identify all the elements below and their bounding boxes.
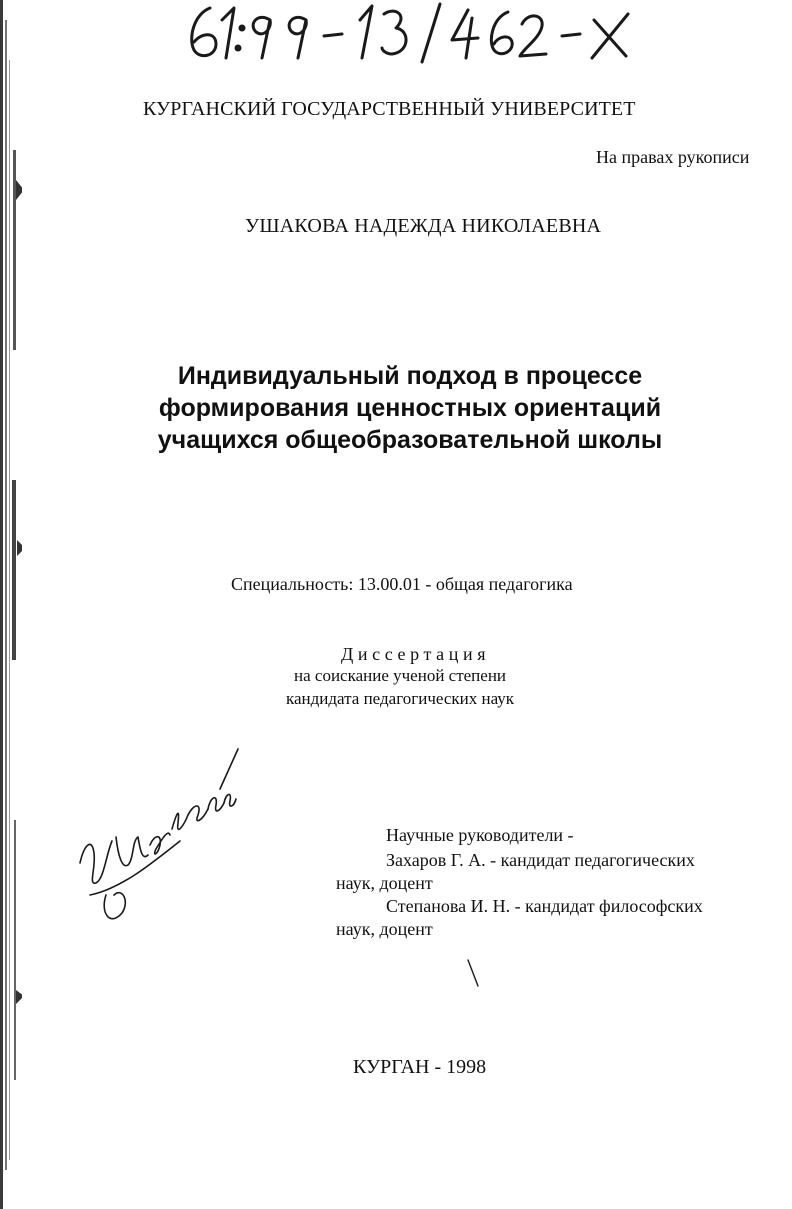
author-name: УШАКОВА НАДЕЖДА НИКОЛАЕВНА [245, 215, 602, 237]
degree-line-1: на соискание ученой степени [294, 666, 507, 685]
dissertation-type: Диссертация [341, 644, 491, 664]
place-and-year: КУРГАН - 1998 [353, 1056, 487, 1078]
advisers-heading: Научные руководители - [386, 825, 574, 845]
adviser-2-continued: наук, доцент [336, 919, 433, 939]
degree-line-2: кандидата педагогических наук [286, 689, 515, 708]
author-signature [70, 745, 250, 935]
specialty: Специальность: 13.00.01 - общая педагогика [231, 574, 573, 594]
university-name: КУРГАНСКИЙ ГОСУДАРСТВЕННЫЙ УНИВЕРСИТЕТ [143, 98, 636, 120]
handwritten-catalog-code [178, 0, 648, 70]
adviser-2: Степанова И. Н. - кандидат философских [386, 896, 703, 916]
adviser-1-continued: наук, доцент [336, 873, 433, 893]
adviser-1: Захаров Г. А. - кандидат педагогических [386, 850, 695, 870]
scan-edge-artifact [0, 0, 22, 1209]
title-line: формирования ценностных ориентаций [158, 394, 662, 422]
stray-pen-mark [464, 958, 484, 990]
manuscript-rights-note: На правах рукописи [596, 147, 750, 167]
title-line: учащихся общеобразовательной школы [157, 426, 663, 454]
dissertation-title [100, 360, 720, 456]
title-line: Индивидуальный подход в процессе [177, 362, 643, 390]
